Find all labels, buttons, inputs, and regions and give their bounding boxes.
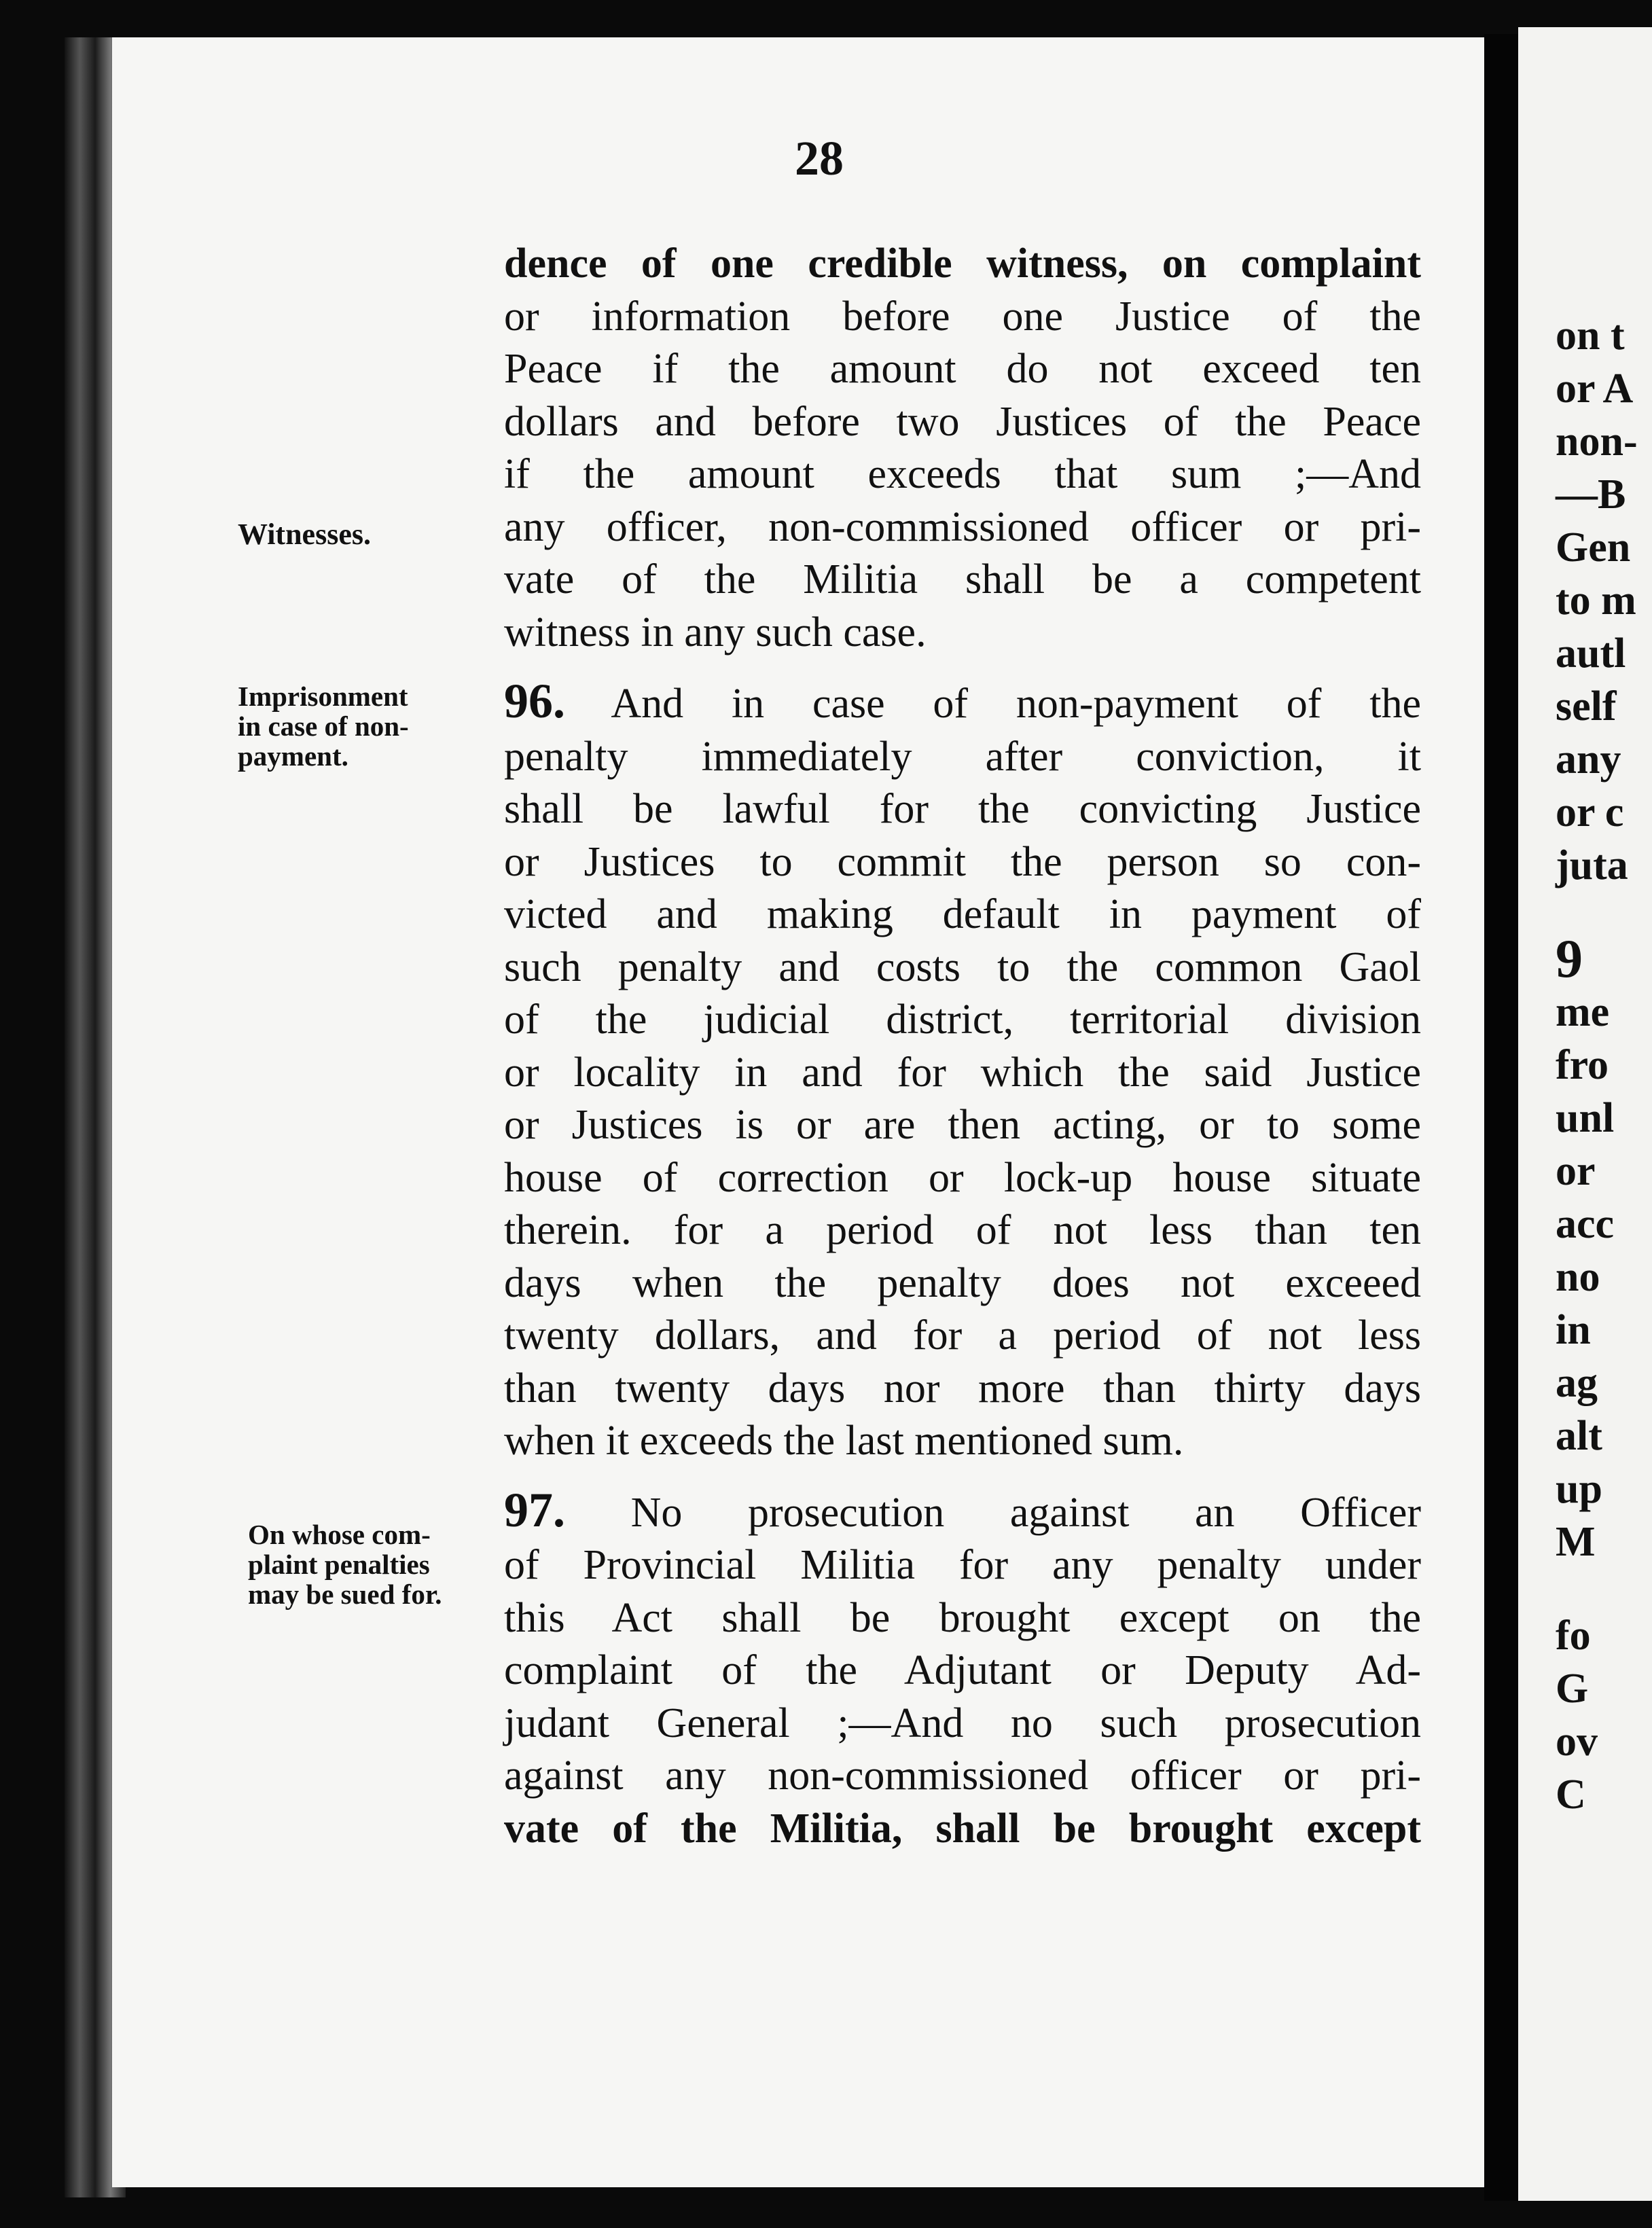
text-line: days when the penalty does not exceeed xyxy=(504,1259,1421,1306)
text-line: of Provincial Militia for any penalty under xyxy=(504,1542,1421,1588)
text-line: vate of the Militia, shall be brought except xyxy=(504,1805,1421,1852)
text-line: this Act shall be brought except on the xyxy=(504,1594,1421,1641)
text-line: dollars and before two Justices of the Peace xyxy=(504,398,1421,445)
margin-note-line: On whose com- xyxy=(248,1519,431,1550)
fragment-line: or A xyxy=(1556,365,1634,412)
fragment-line: non- xyxy=(1556,418,1638,465)
text-line: No prosecution against an Officer xyxy=(630,1489,1421,1536)
text-line: or Justices is or are then acting, or to some xyxy=(504,1102,1421,1148)
fragment-line: autl xyxy=(1556,630,1626,677)
margin-note-complaint xyxy=(248,1520,442,1609)
text-line: than twenty days nor more than thirty days xyxy=(504,1365,1421,1412)
fragment-line: any xyxy=(1556,736,1621,783)
section-97-first-line xyxy=(504,1484,1421,1540)
text-line: when it exceeds the last mentioned sum. xyxy=(504,1418,1184,1464)
text-line: witness in any such case. xyxy=(504,609,927,655)
page-number: 28 xyxy=(795,131,844,185)
fragment-line: C xyxy=(1556,1772,1586,1818)
text-line: or Justices to commit the person so con- xyxy=(504,838,1421,885)
margin-note-line: may be sued for. xyxy=(248,1579,442,1610)
fragment-line: or xyxy=(1556,1148,1596,1194)
text-line: twenty dollars, and for a period of not less xyxy=(504,1312,1421,1359)
section-96-first-line xyxy=(504,675,1421,731)
margin-note-witnesses xyxy=(238,520,371,550)
fragment-line: acc xyxy=(1556,1201,1615,1247)
fragment-line: self xyxy=(1556,683,1617,730)
margin-note-line: Witnesses. xyxy=(238,518,371,551)
fragment-line: G xyxy=(1556,1666,1589,1712)
fragment-line: no xyxy=(1556,1254,1600,1300)
margin-note-line: in case of non- xyxy=(238,711,409,742)
fragment-line: juta xyxy=(1556,842,1628,888)
fragment-line: in xyxy=(1556,1307,1591,1353)
margin-note-imprisonment xyxy=(238,681,409,771)
text-line: against any non-commissioned officer or pri- xyxy=(504,1753,1421,1799)
text-line: victed and making default in payment of xyxy=(504,891,1421,937)
section-number-97: 97. xyxy=(504,1482,565,1537)
facing-page-text-fragments xyxy=(1556,309,1638,1821)
text-line: Peace if the amount do not exceed ten xyxy=(504,346,1421,392)
text-line: any officer, non-commissioned officer or pri- xyxy=(504,503,1421,550)
text-line: or information before one Justice of the xyxy=(504,293,1421,340)
text-line: judant General ;—And no such prosecution xyxy=(504,1700,1421,1746)
text-line: if the amount exceeds that sum ;—And xyxy=(504,451,1421,497)
margin-note-line: Imprisonment xyxy=(238,681,408,712)
margin-note-line: plaint penalties xyxy=(248,1549,430,1580)
fragment-line: alt xyxy=(1556,1413,1602,1459)
fragment-line: on t xyxy=(1556,312,1625,359)
fragment-line: ov xyxy=(1556,1719,1598,1765)
text-line: penalty immediately after conviction, it xyxy=(504,733,1421,780)
fragment-line: —B xyxy=(1556,471,1626,518)
text-line: complaint of the Adjutant or Deputy Ad- xyxy=(504,1647,1421,1693)
text-line: And in case of non-payment of the xyxy=(611,681,1421,727)
fragment-line: ag xyxy=(1556,1360,1598,1406)
text-line: shall be lawful for the convicting Justice xyxy=(504,786,1421,832)
fragment-line: or c xyxy=(1556,789,1624,836)
fragment-line: me xyxy=(1556,989,1610,1035)
margin-note-line: payment. xyxy=(238,740,348,772)
text-line: therein. for a period of not less than ten xyxy=(504,1207,1421,1253)
page-gutter xyxy=(1484,34,1518,2201)
fragment-line: Gen xyxy=(1556,524,1631,571)
fragment-line: 9 xyxy=(1556,929,1583,989)
fragment-line: unl xyxy=(1556,1095,1615,1141)
fragment-line: fo xyxy=(1556,1613,1591,1659)
section-number-96: 96. xyxy=(504,674,565,728)
text-line: vate of the Militia shall be a competent xyxy=(504,556,1421,603)
fragment-line: up xyxy=(1556,1466,1602,1512)
text-line: house of correction or lock-up house situate xyxy=(504,1154,1421,1201)
text-line: of the judicial district, territorial division xyxy=(504,996,1421,1043)
fragment-line: to m xyxy=(1556,577,1636,624)
fragment-line: M xyxy=(1556,1519,1596,1565)
text-line: dence of one credible witness, on complaint xyxy=(504,240,1421,287)
text-line: such penalty and costs to the common Gaol xyxy=(504,944,1421,990)
fragment-line: fro xyxy=(1556,1042,1609,1088)
text-line: or locality in and for which the said Justice xyxy=(504,1049,1421,1096)
body-text xyxy=(504,238,1421,1855)
